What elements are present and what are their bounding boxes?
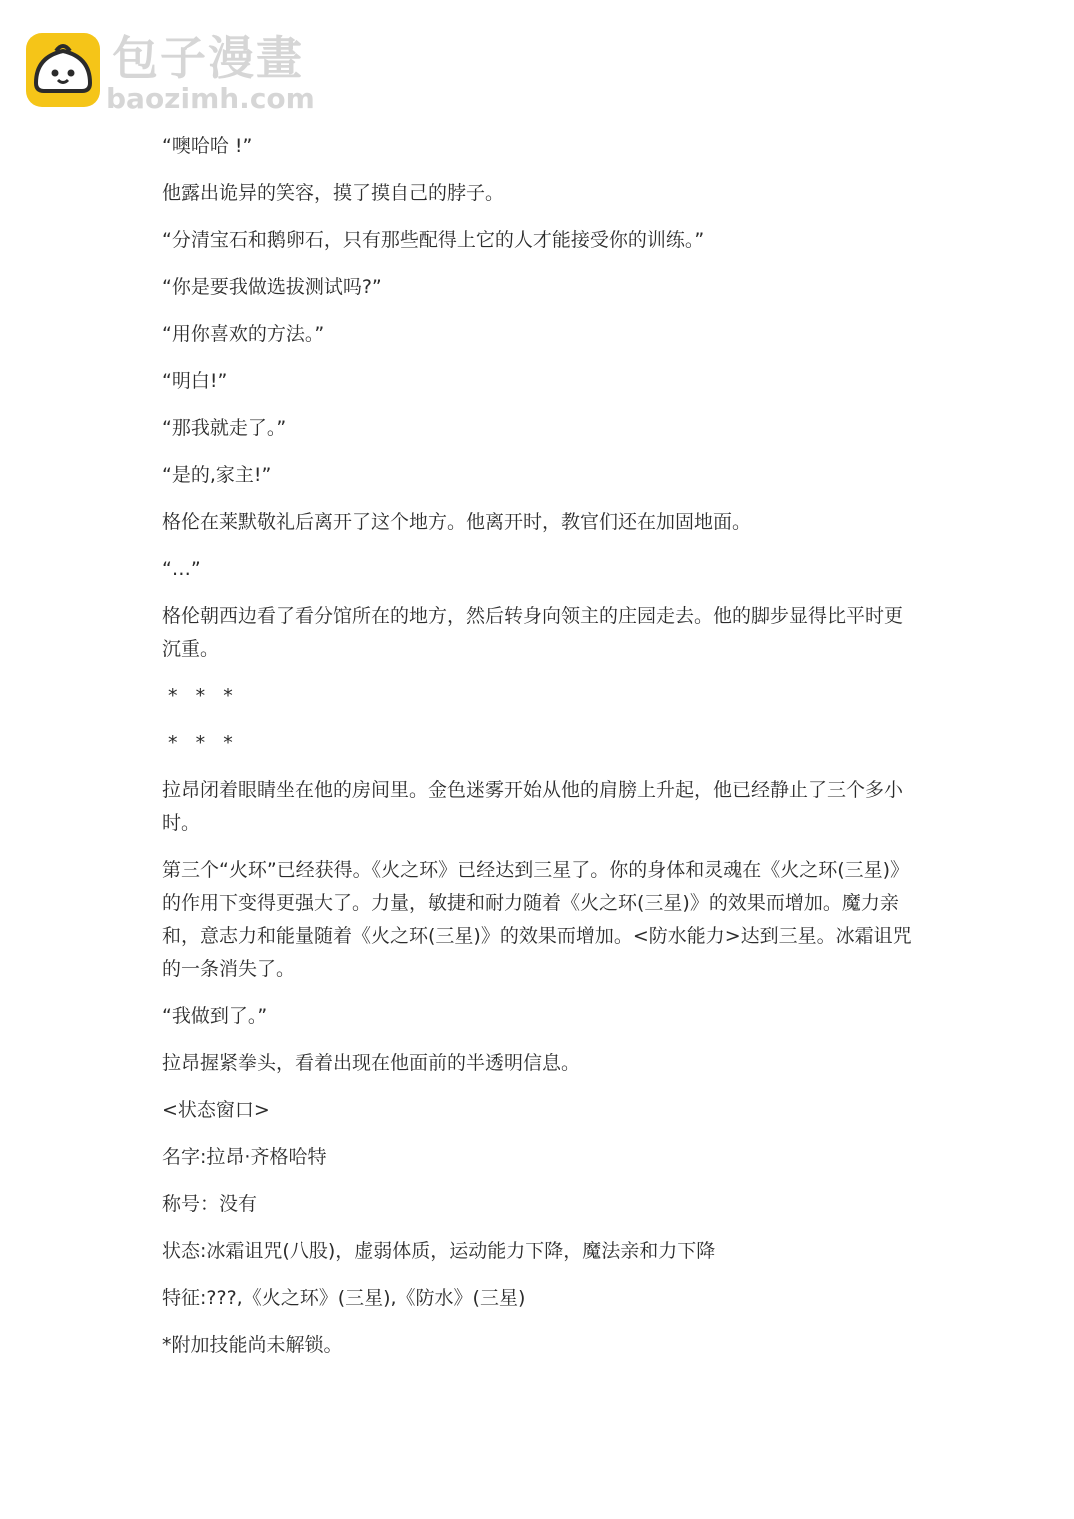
status-traits: 特征:???,《火之环》(三星),《防水》(三星) <box>162 1287 526 1309</box>
paragraph: “分清宝石和鹅卵石，只有那些配得上它的人才能接受你的训练。” <box>162 229 705 251</box>
paragraph: “…” <box>162 558 201 580</box>
watermark <box>26 33 326 115</box>
watermark-site-name: 包子漫畫 <box>112 31 304 85</box>
scene-break: * * * <box>162 732 233 754</box>
article-body <box>162 130 914 1376</box>
paragraph: “噢哈哈 !” <box>162 135 253 157</box>
paragraph: 他露出诡异的笑容，摸了摸自己的脖子。 <box>162 182 505 204</box>
scene-break: * * * <box>162 685 233 707</box>
paragraph: 格伦在莱默敬礼后离开了这个地方。他离开时，教官们还在加固地面。 <box>162 511 752 533</box>
paragraph: “那我就走了。” <box>162 417 287 439</box>
status-state: 状态:冰霜诅咒(八股)，虚弱体质，运动能力下降，魔法亲和力下降 <box>162 1240 716 1262</box>
paragraph: 格伦朝西边看了看分馆所在的地方，然后转身向领主的庄园走去。他的脚步显得比平时更沉重。 <box>162 605 904 660</box>
steamed-bun-icon <box>26 33 100 107</box>
paragraph: “我做到了。” <box>162 1005 268 1027</box>
status-window-title: <状态窗口> <box>162 1099 270 1121</box>
status-note: *附加技能尚未解锁。 <box>162 1334 343 1356</box>
paragraph: 第三个“火环”已经获得。《火之环》已经达到三星了。你的身体和灵魂在《火之环(三星)》的作用下变得更强大了。力量，敏捷和耐力随着《火之环(三星)》的效果而增加。魔力亲和，意志力和能量随着《火之环(三星)》的效果而增加。<防水能力>达到三星。冰霜诅咒的一条消失了。 <box>162 859 912 980</box>
paragraph: “是的,家主!” <box>162 464 272 486</box>
paragraph: 拉昂闭着眼睛坐在他的房间里。金色迷雾开始从他的肩膀上升起，他已经静止了三个多小时。 <box>162 779 904 834</box>
paragraph: 拉昂握紧拳头，看着出现在他面前的半透明信息。 <box>162 1052 581 1074</box>
paragraph: “你是要我做选拔测试吗?” <box>162 276 382 298</box>
paragraph: “明白!” <box>162 370 228 392</box>
paragraph: “用你喜欢的方法。” <box>162 323 325 345</box>
status-name: 名字:拉昂·齐格哈特 <box>162 1146 327 1168</box>
watermark-url: baozimh.com <box>106 82 315 115</box>
status-title: 称号：没有 <box>162 1193 258 1215</box>
